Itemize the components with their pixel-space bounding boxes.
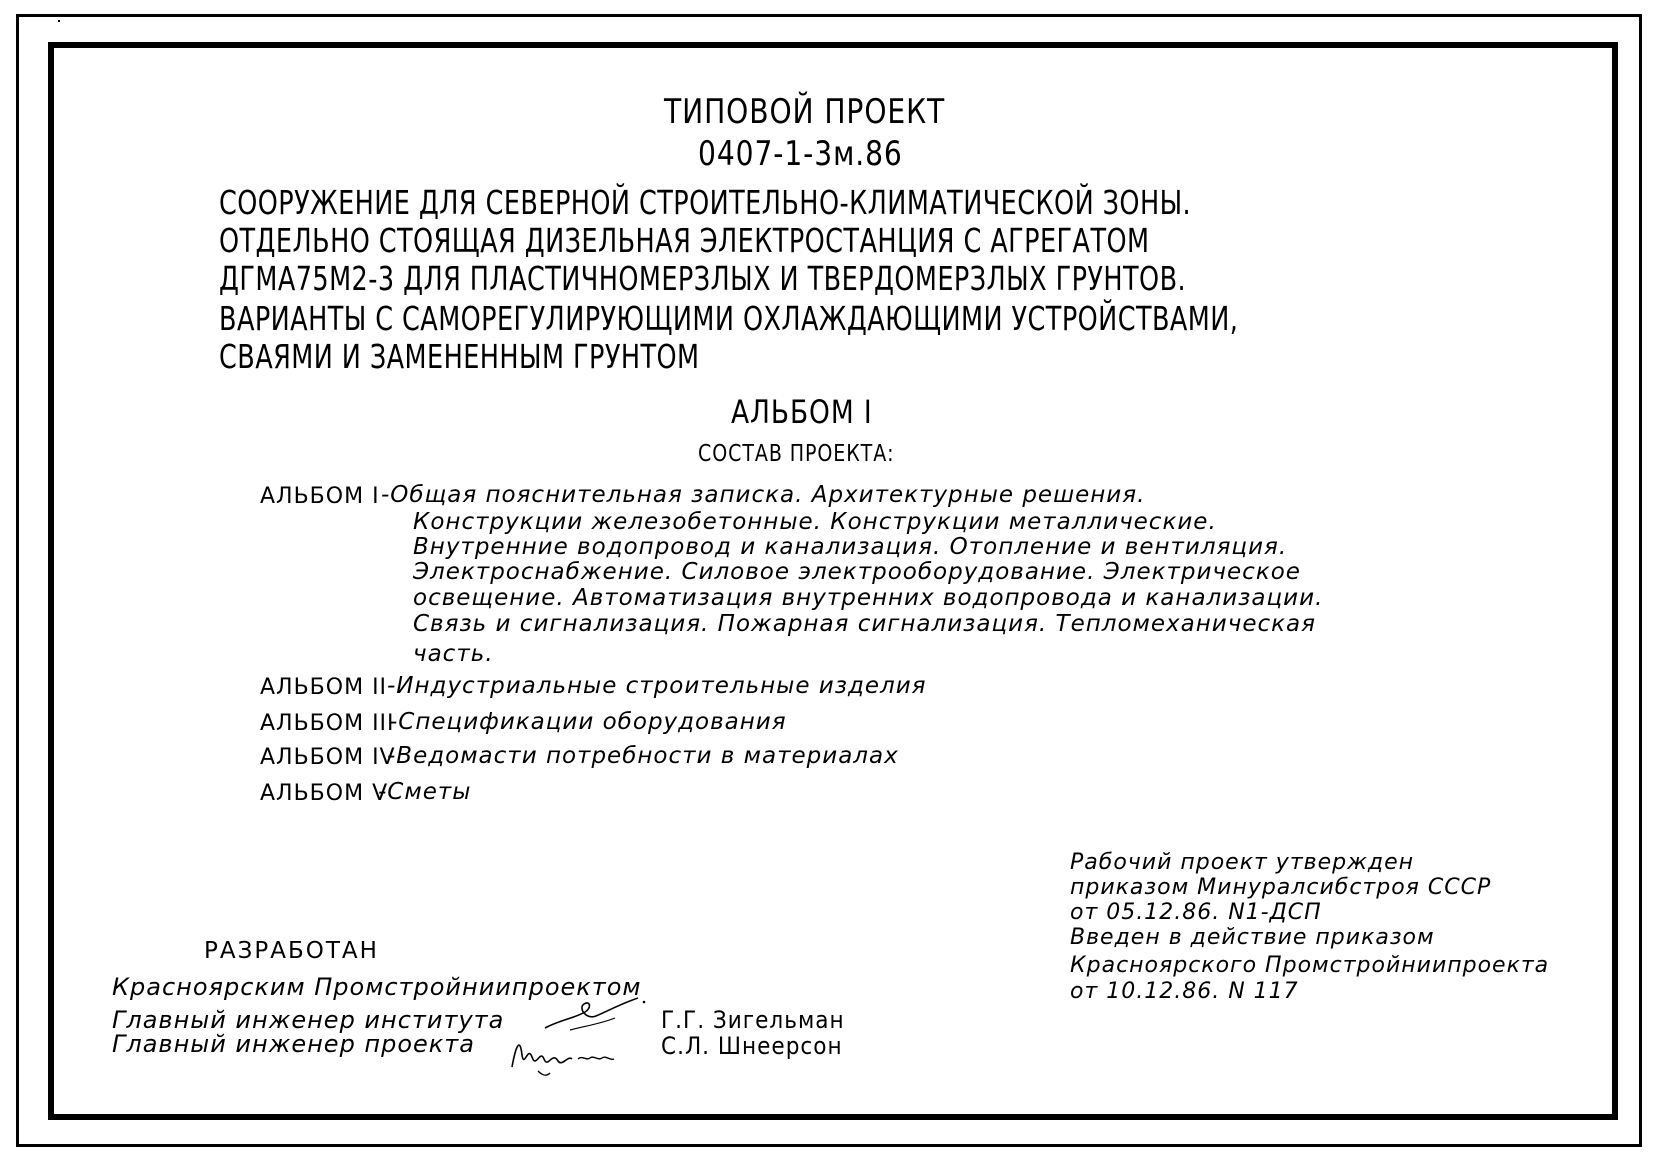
approval-line-5: Красноярского Промстройниипроекта (1070, 953, 1550, 978)
project-number: 0407-1-3м.86 (698, 134, 903, 174)
approval-line-3: от 05.12.86. N1-ДСП (1070, 900, 1322, 925)
album-4-text: -Ведомасти потребности в материалах (387, 743, 899, 769)
signature-chief-project (502, 1025, 622, 1080)
description-line-5: СВАЯМИ И ЗАМЕНЕННЫМ ГРУНТОМ (219, 337, 700, 376)
album-3-text: -Спецификации оборудования (389, 709, 787, 735)
album-5-label: АЛЬБОМ V (260, 781, 389, 806)
approval-line-1: Рабочий проект утвержден (1070, 850, 1415, 875)
chief-institute-name: Г.Г. Зигельман (661, 1006, 845, 1034)
approval-line-4: Введен в действие приказом (1070, 925, 1435, 950)
project-type-title: ТИПОВОЙ ПРОЕКТ (664, 92, 946, 132)
description-line-1: СООРУЖЕНИЕ ДЛЯ СЕВЕРНОЙ СТРОИТЕЛЬНО-КЛИМАТИЧЕСКОЙ ЗОНЫ. (219, 183, 1192, 222)
album-1-line-6: Связь и сигнализация. Пожарная сигнализация. Тепломеханическая (413, 611, 1316, 637)
album-1-line-2: Конструкции железобетонные. Конструкции металлические. (413, 509, 1217, 535)
approval-line-6: от 10.12.86. N 117 (1070, 979, 1299, 1004)
album-title: АЛЬБОМ I (731, 393, 873, 431)
album-1-line-4: Электроснабжение. Силовое электрооборудование. Электрическое (413, 559, 1301, 585)
album-2-label: АЛЬБОМ II (260, 675, 388, 700)
description-line-2: ОТДЕЛЬНО СТОЯЩАЯ ДИЗЕЛЬНАЯ ЭЛЕКТРОСТАНЦИЯ С АГРЕГАТОМ (219, 221, 1150, 260)
album-1-line-3: Внутренние водопровод и канализация. Отопление и вентиляция. (413, 534, 1288, 560)
album-5-text: -Сметы (378, 779, 472, 805)
approval-line-2: приказом Минуралсибстроя СССР (1070, 875, 1492, 900)
album-1-line-7: часть. (413, 641, 494, 667)
chief-institute-role: Главный инженер института (112, 1006, 505, 1034)
album-1-label: АЛЬБОМ I (260, 484, 380, 509)
album-3-label: АЛЬБОМ III (260, 711, 395, 736)
chief-project-name: С.Л. Шнеерсон (661, 1032, 843, 1060)
album-2-text: -Индустриальные строительные изделия (387, 673, 927, 699)
album-1-line-5: освещение. Автоматизация внутренних водопровода и канализации. (413, 585, 1324, 611)
description-line-3: ДГМА75М2-3 ДЛЯ ПЛАСТИЧНОМЕРЗЛЫХ И ТВЕРДОМЕРЗЛЫХ ГРУНТОВ. (219, 259, 1187, 298)
description-line-4: ВАРИАНТЫ С САМОРЕГУЛИРУЮЩИМИ ОХЛАЖДАЮЩИМИ УСТРОЙСТВАМИ, (219, 299, 1239, 338)
developer-title: РАЗРАБОТАН (204, 938, 379, 964)
composition-title: СОСТАВ ПРОЕКТА: (698, 441, 895, 467)
developer-organization: Красноярским Промстройниипроектом (112, 973, 642, 1001)
album-1-text: -Общая пояснительная записка. Архитектурные решения. (381, 482, 1146, 508)
album-4-label: АЛЬБОМ IV (260, 745, 396, 770)
chief-project-role: Главный инженер проекта (112, 1030, 475, 1058)
